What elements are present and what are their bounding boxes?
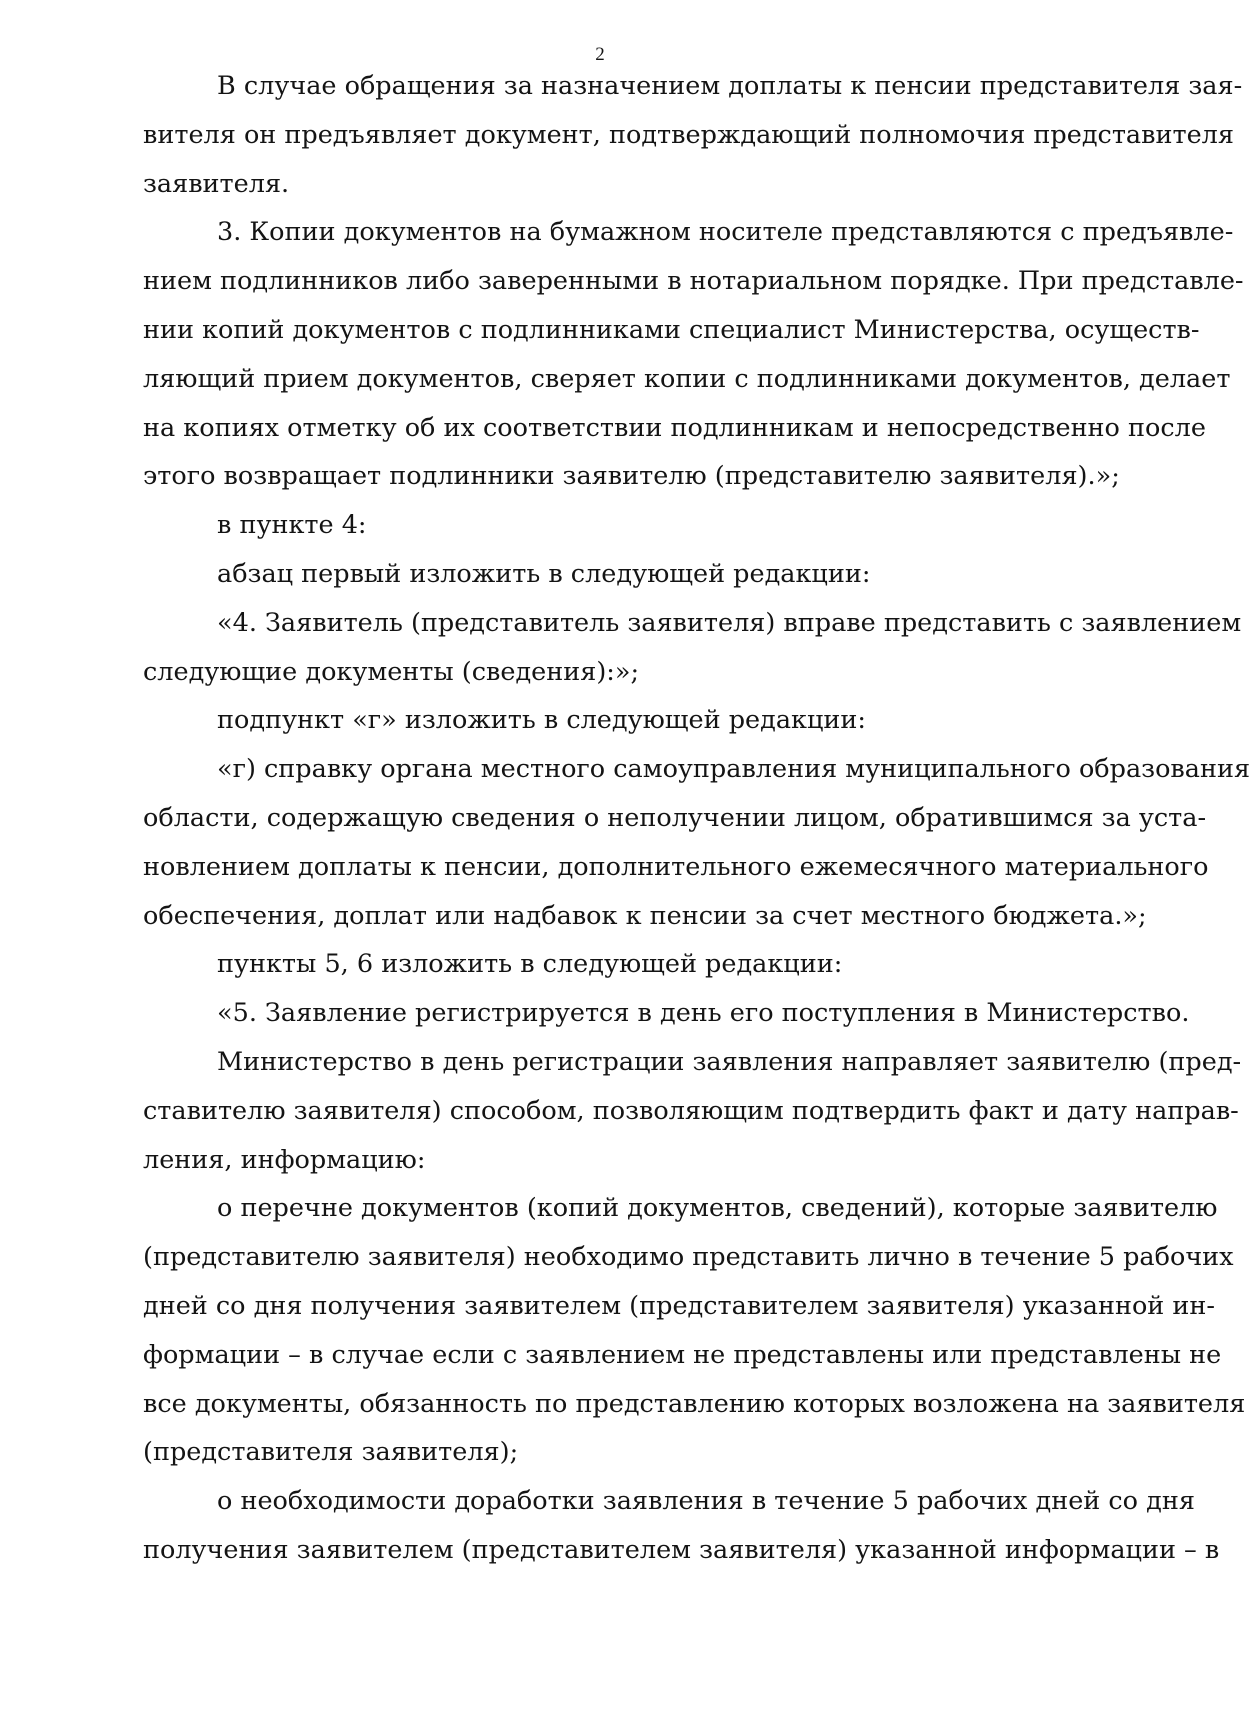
text-line: «г) справку органа местного самоуправления муниципального образования [217, 754, 1250, 785]
text-line: «4. Заявитель (представитель заявителя) вправе представить с заявлением [217, 607, 1242, 638]
text-line: области, содержащую сведения о неполучении лицом, обратившимся за уста- [143, 802, 1207, 833]
text-line: заявителя. [143, 168, 290, 199]
text-line: ляющий прием документов, сверяет копии с подлинниками документов, делает [143, 363, 1231, 394]
text-line: пункты 5, 6 изложить в следующей редакции: [217, 949, 843, 980]
text-line: ления, информацию: [143, 1144, 426, 1175]
text-line: на копиях отметку об их соответствии подлинникам и непосредственно после [143, 412, 1206, 443]
text-line: получения заявителем (представителем заявителя) указанной информации – в [143, 1534, 1220, 1565]
text-line: формации – в случае если с заявлением не представлены или представлены не [143, 1339, 1222, 1370]
text-line: ставителю заявителя) способом, позволяющим подтвердить факт и дату направ- [143, 1095, 1239, 1126]
text-line: нием подлинников либо заверенными в нотариальном порядке. При представле- [143, 266, 1244, 297]
text-line: (представителя заявителя); [143, 1437, 519, 1468]
page-number: 2 [595, 44, 605, 65]
text-line: дней со дня получения заявителем (представителем заявителя) указанной ин- [143, 1290, 1216, 1321]
text-line: подпункт «г» изложить в следующей редакции: [217, 705, 866, 736]
text-line: Министерство в день регистрации заявления направляет заявителю (пред- [217, 1046, 1242, 1077]
text-line: вителя он предъявляет документ, подтверждающий полномочия представителя [143, 119, 1234, 150]
text-line: следующие документы (сведения):»; [143, 656, 640, 687]
text-line: абзац первый изложить в следующей редакции: [217, 558, 871, 589]
text-line: (представителю заявителя) необходимо представить лично в течение 5 рабочих [143, 1242, 1234, 1273]
text-line: 3. Копии документов на бумажном носителе представляются с предъявле- [217, 217, 1234, 248]
text-line: о перечне документов (копий документов, сведений), которые заявителю [217, 1193, 1218, 1224]
text-line: в пункте 4: [217, 510, 367, 541]
text-line: новлением доплаты к пенсии, дополнительного ежемесячного материального [143, 851, 1209, 882]
text-line: о необходимости доработки заявления в течение 5 рабочих дней со дня [217, 1486, 1195, 1517]
text-line: обеспечения, доплат или надбавок к пенсии за счет местного бюджета.»; [143, 900, 1147, 931]
document-body [143, 62, 1250, 1575]
text-line: В случае обращения за назначением доплаты к пенсии представителя зая- [217, 71, 1243, 101]
text-line: нии копий документов с подлинниками специалист Министерства, осуществ- [143, 314, 1200, 345]
text-line: «5. Заявление регистрируется в день его поступления в Министерство. [217, 998, 1190, 1029]
text-line: все документы, обязанность по представлению которых возложена на заявителя [143, 1388, 1246, 1419]
text-line: этого возвращает подлинники заявителю (представителю заявителя).»; [143, 461, 1120, 492]
